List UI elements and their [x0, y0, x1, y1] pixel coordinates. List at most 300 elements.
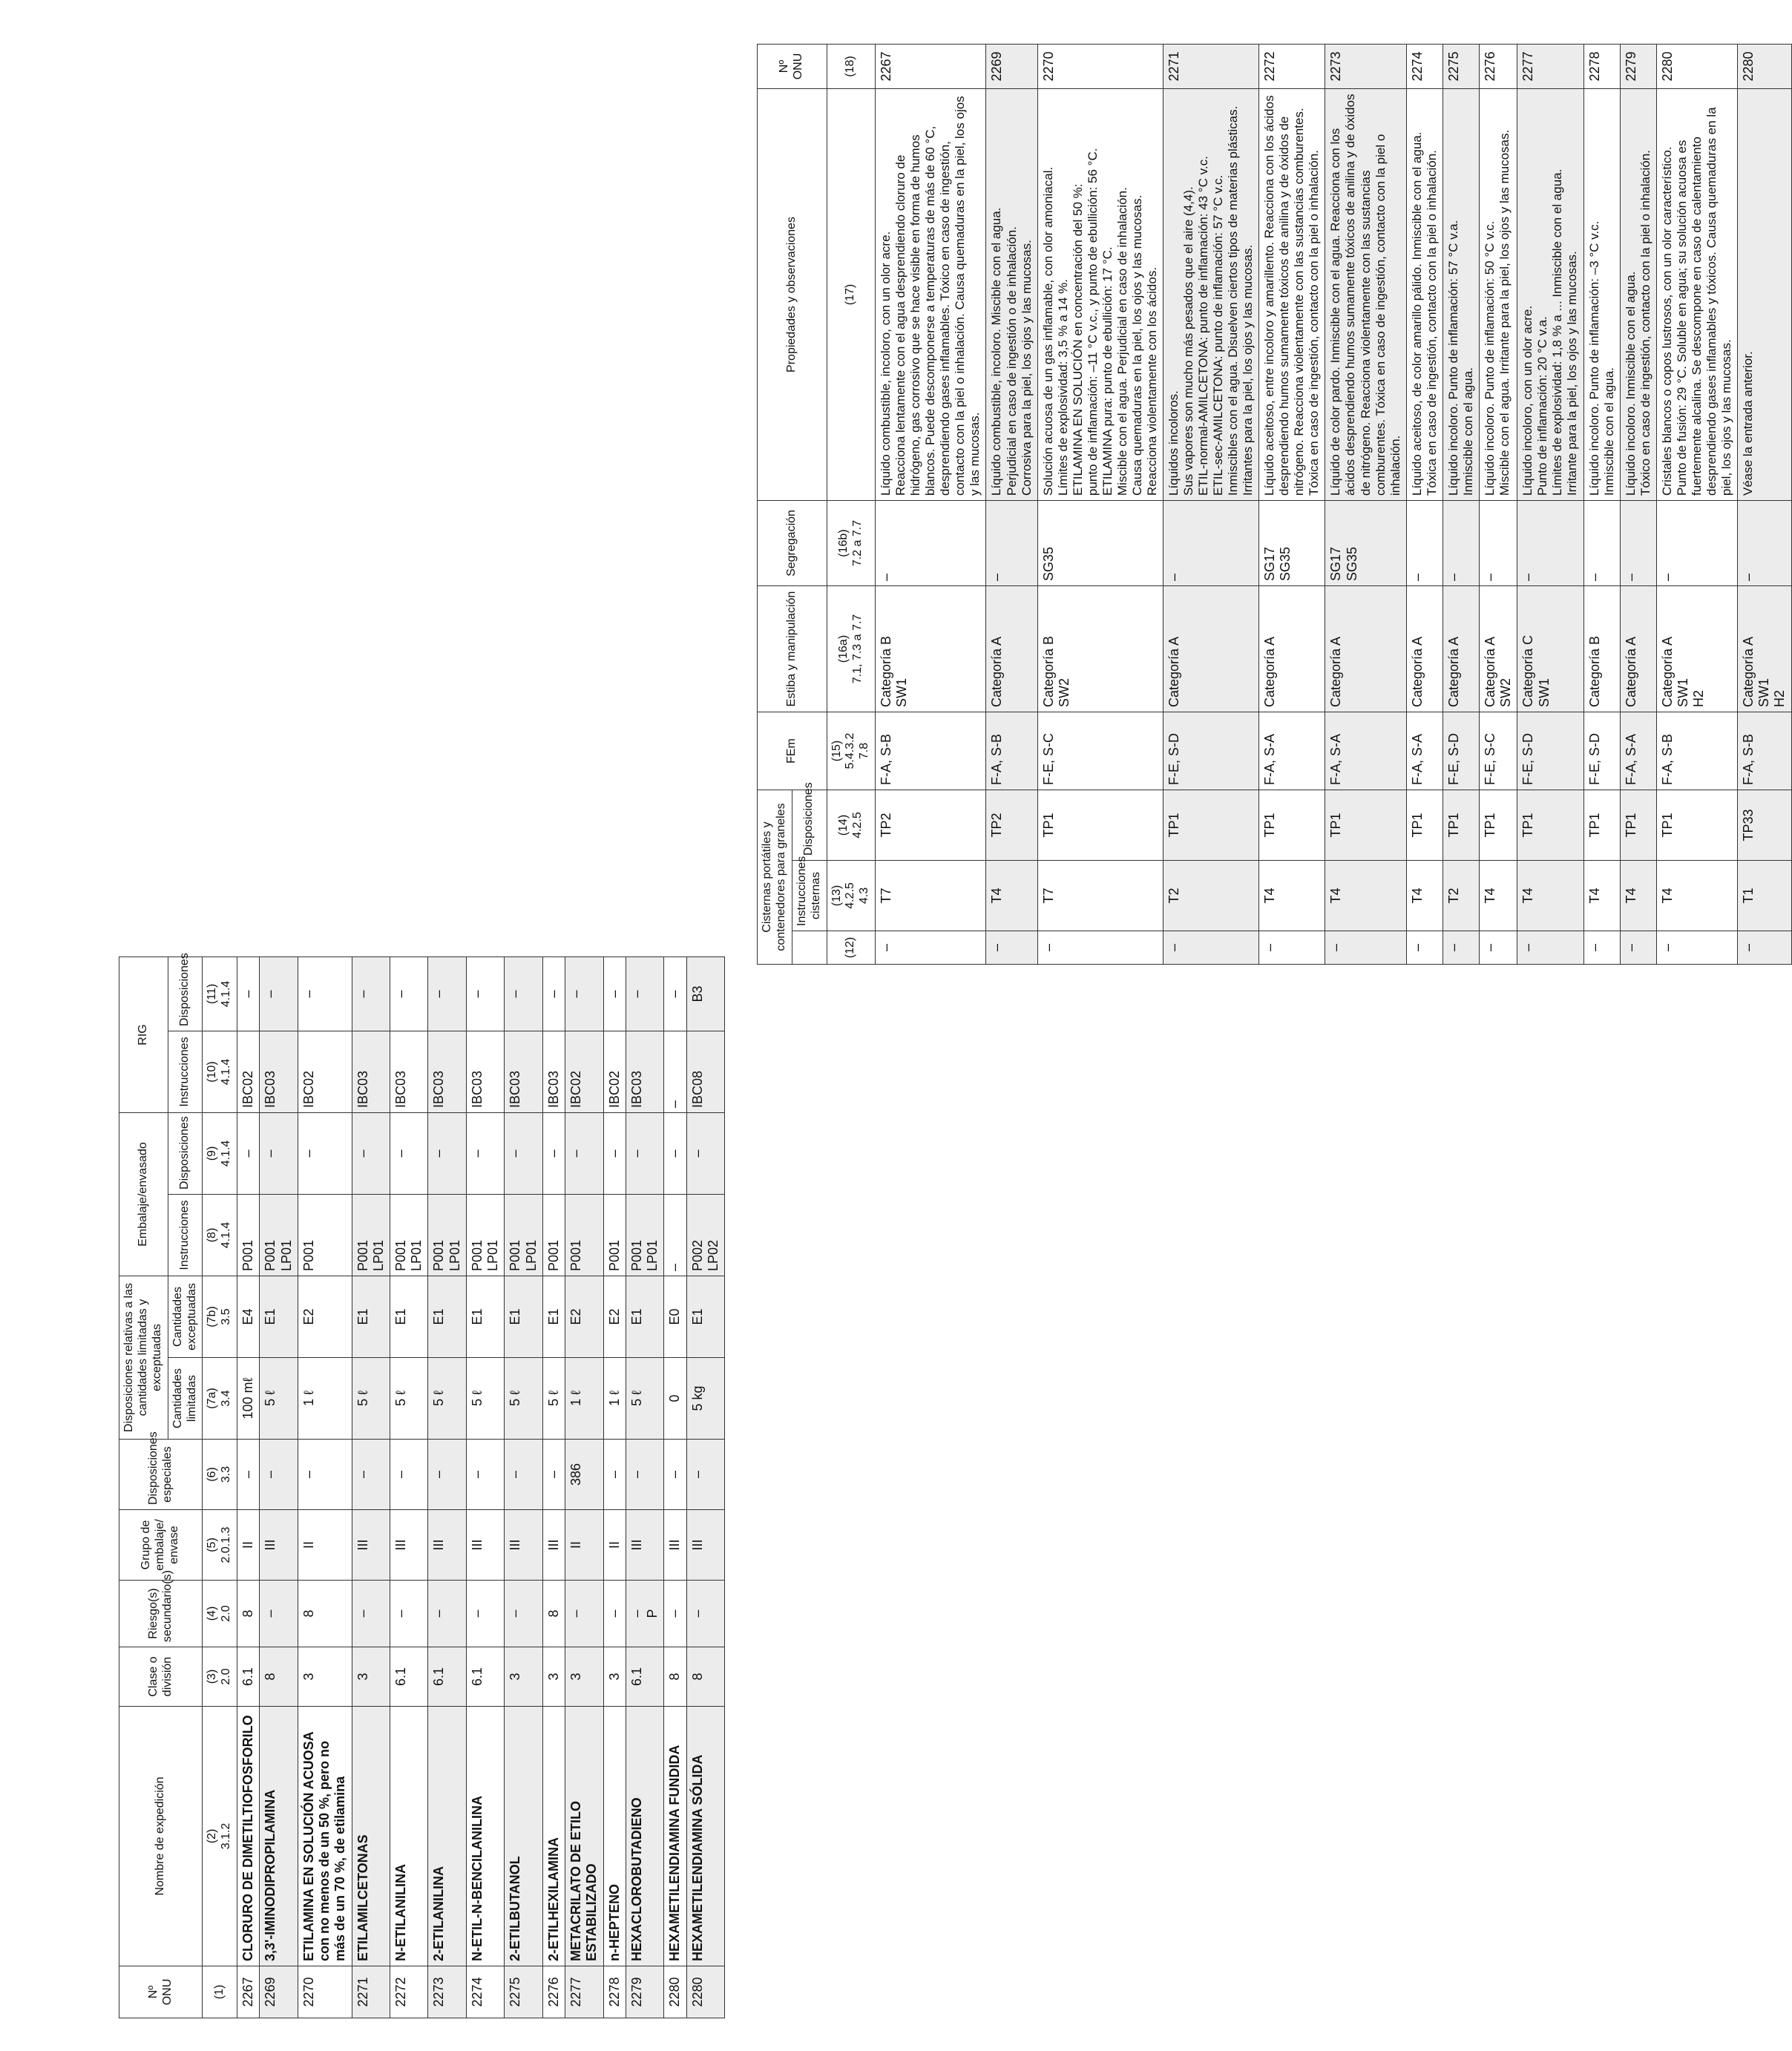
col-header-stow: Estiba y manipulación	[758, 586, 827, 712]
cell-sp: –	[352, 1440, 390, 1510]
cell-ti: T4	[1259, 861, 1325, 931]
col-num-4: (4) 2.0	[203, 1581, 237, 1647]
cell-risk: –	[466, 1581, 504, 1647]
cell-lq: 1 ℓ	[603, 1358, 626, 1440]
cell-obs: Líquido incoloro. Punto de inflamación: 50 °C v.c. Miscible con el agua. Irritante para la piel, los ojos y las mucosas.	[1479, 89, 1517, 501]
cell-un: 2272	[390, 1966, 428, 2018]
cell-seg: SG35	[1037, 501, 1163, 586]
cell-fem: F-A, S-B	[1656, 712, 1737, 790]
col-header-fem: FEm	[758, 712, 827, 790]
cell-sp: –	[260, 1440, 298, 1510]
col-header-ti: Instrucciones cisternas	[792, 861, 827, 931]
cell-pp: –	[428, 1112, 466, 1194]
cell-pi: P001	[565, 1194, 603, 1276]
cell-name: N-ETIL-N-BENCILANILINA	[466, 1707, 504, 1966]
cell-stow: Categoría A	[1443, 586, 1479, 712]
cell-cls: 3	[352, 1647, 390, 1707]
cell-un: 2274	[466, 1966, 504, 2018]
table-row	[1583, 45, 1620, 965]
cell-name: 3,3'-IMINODIPROPILAMINA	[260, 1707, 298, 1966]
cell-obs: Líquido combustible, incoloro. Miscible con el agua. Perjudicial en caso de ingestión o de inhalación. Corrosiva para la piel, los ojos y las mucosas.	[986, 89, 1037, 501]
cell-tp: TP1	[1259, 790, 1325, 861]
cell-seg: –	[1406, 501, 1443, 586]
cell-stow: Categoría C SW1	[1517, 586, 1583, 712]
col-header-pg: Grupo de embalaje/ envase	[119, 1510, 203, 1581]
left-table-block	[119, 953, 1328, 2018]
cell-seg: SG17 SG35	[1325, 501, 1406, 586]
cell-un: 2280	[686, 1966, 724, 2018]
cell-un: 2275	[1443, 45, 1479, 89]
cell-ti: T4	[1656, 861, 1737, 931]
cell-seg: –	[1443, 501, 1479, 586]
cell-tp: TP1	[1163, 790, 1258, 861]
cell-pg: II	[298, 1510, 352, 1581]
cell-risk: –	[664, 1581, 686, 1647]
cell-stow: Categoría B	[1583, 586, 1620, 712]
col-header-ibci: Instrucciones	[168, 1031, 203, 1112]
cell-c12: –	[1259, 931, 1325, 965]
cell-ibci: IBC03	[505, 1031, 542, 1112]
cell-ibci: IBC03	[466, 1031, 504, 1112]
cell-pi: P001	[542, 1194, 565, 1276]
cell-sp: –	[542, 1440, 565, 1510]
cell-pg: III	[390, 1510, 428, 1581]
cell-un: 2271	[352, 1966, 390, 2018]
cell-ibci: IBC03	[626, 1031, 663, 1112]
cell-c12: –	[1620, 931, 1656, 965]
table-row	[1620, 45, 1656, 965]
table-row	[1406, 45, 1443, 965]
cell-pp: –	[298, 1112, 352, 1194]
col-header-risk: Riesgo(s) secundario(s)	[119, 1581, 203, 1647]
cell-pp: –	[260, 1112, 298, 1194]
cell-tp: TP2	[876, 790, 986, 861]
cell-stow: Categoría A SW2	[1479, 586, 1517, 712]
cell-cls: 6.1	[466, 1647, 504, 1707]
col-header-eq: Cantidades exceptuadas	[168, 1276, 203, 1357]
col-header-pp: Disposiciones	[168, 1112, 203, 1194]
cell-pp: –	[505, 1112, 542, 1194]
cell-tp: TP1	[1037, 790, 1163, 861]
cell-c12: –	[1037, 931, 1163, 965]
cell-tp: TP1	[1583, 790, 1620, 861]
cell-c12: –	[1517, 931, 1583, 965]
col-header-un: Nº ONU	[119, 1966, 203, 2018]
cell-eq: E2	[565, 1276, 603, 1357]
cell-fem: F-E, S-C	[1037, 712, 1163, 790]
cell-ibci: IBC03	[542, 1031, 565, 1112]
table-row	[603, 956, 626, 2018]
cell-un: 2273	[1325, 45, 1406, 89]
cell-lq: 5 ℓ	[390, 1358, 428, 1440]
cell-ibcp: –	[565, 956, 603, 1031]
cell-sp: –	[626, 1440, 663, 1510]
table-row	[1517, 45, 1583, 965]
table-row	[466, 956, 504, 2018]
col-header-obs: Propiedades y observaciones	[758, 89, 827, 501]
table-row	[390, 956, 428, 2018]
col-header-ibcp: Disposiciones	[168, 956, 203, 1031]
cell-name: N-ETILANILINA	[390, 1707, 428, 1966]
cell-ti: T4	[986, 861, 1037, 931]
cell-ibcp: –	[542, 956, 565, 1031]
col-num-7b: (7b) 3.5	[203, 1276, 237, 1357]
cell-pi: P001	[298, 1194, 352, 1276]
cell-cls: 6.1	[237, 1647, 260, 1707]
col-num-2: (2) 3.1.2	[203, 1707, 237, 1966]
cell-lq: 5 ℓ	[626, 1358, 663, 1440]
table-row	[876, 45, 986, 965]
col-header-un-right: Nº ONU	[758, 45, 827, 89]
col-num-15: (15) 5.4.3.2 7.8	[827, 712, 876, 790]
cell-un: 2267	[237, 1966, 260, 2018]
cell-pp: –	[686, 1112, 724, 1194]
cell-sp: –	[686, 1440, 724, 1510]
cell-fem: F-A, S-B	[1737, 712, 1791, 790]
cell-un: 2271	[1163, 45, 1258, 89]
cell-name: HEXACLOROBUTADIENO	[626, 1707, 663, 1966]
table-row	[352, 956, 390, 2018]
cell-lq: 5 kg	[686, 1358, 724, 1440]
cell-ti: T7	[1037, 861, 1163, 931]
col-num-1: (1)	[203, 1966, 237, 2018]
cell-stow: Categoría A	[986, 586, 1037, 712]
cell-fem: F-A, S-A	[1620, 712, 1656, 790]
cell-ti: T7	[876, 861, 986, 931]
cell-un: 2279	[1620, 45, 1656, 89]
cell-c12: –	[1325, 931, 1406, 965]
table-row	[505, 956, 542, 2018]
cell-c12: –	[1656, 931, 1737, 965]
cell-fem: F-E, S-C	[1479, 712, 1517, 790]
cell-name: 2-ETILBUTANOL	[505, 1707, 542, 1966]
table-row	[626, 956, 663, 2018]
cell-stow: Categoría A	[1163, 586, 1258, 712]
col-header-12	[792, 931, 827, 965]
cell-risk: –	[505, 1581, 542, 1647]
cell-pi: P001	[603, 1194, 626, 1276]
cell-pg: III	[542, 1510, 565, 1581]
cell-pg: III	[505, 1510, 542, 1581]
col-header-tp: Disposiciones	[792, 790, 827, 861]
cell-pp: –	[352, 1112, 390, 1194]
cell-ibci: –	[664, 1031, 686, 1112]
cell-c12: –	[1479, 931, 1517, 965]
cell-un: 2277	[1517, 45, 1583, 89]
cell-pg: III	[428, 1510, 466, 1581]
cell-eq: E1	[686, 1276, 724, 1357]
cell-cls: 3	[298, 1647, 352, 1707]
cell-obs: Líquido incoloro. Punto de inflamación: –3 °C v.c. Inmiscible con el agua.	[1583, 89, 1620, 501]
col-header-pack-group: Embalaje/envasado	[119, 1112, 168, 1276]
cell-ibcp: –	[298, 956, 352, 1031]
col-header-lq-group: Disposiciones relativas a las cantidades limitadas y exceptuadas	[119, 1276, 168, 1439]
table-row	[260, 956, 298, 2018]
cell-un: 2279	[626, 1966, 663, 2018]
table-row	[428, 956, 466, 2018]
cell-ibci: IBC08	[686, 1031, 724, 1112]
cell-pi: P001 LP01	[466, 1194, 504, 1276]
cell-un: 2276	[542, 1966, 565, 2018]
cell-obs: Líquido incoloro, con un olor acre. Punto de inflamación: 20 °C v.a. Límites de explosividad: 1,8 % a ... Inmiscible con el agua. Irritante para la piel, los ojos y las mucosas.	[1517, 89, 1583, 501]
table-row	[542, 956, 565, 2018]
cell-obs: Líquido aceitoso, de color amarillo pálido. Inmiscible con el agua. Tóxica en caso de ingestión, contacto con la piel o inhalación.	[1406, 89, 1443, 501]
cell-tp: TP1	[1325, 790, 1406, 861]
col-num-16a: (16a) 7.1, 7.3 a 7.7	[827, 586, 876, 712]
cell-risk: –	[603, 1581, 626, 1647]
cell-eq: E1	[352, 1276, 390, 1357]
cell-ibcp: –	[352, 956, 390, 1031]
cell-obs: Líquido aceitoso, entre incoloro y amarillento. Reacciona con los ácidos desprendiendo humos sumamente tóxicos de anilina y de óxidos de nitrógeno. Reacciona violentamente con las sustancias comburentes. Tóxica en caso de ingestión, contacto con la piel o inhalación.	[1259, 89, 1325, 501]
cell-eq: E4	[237, 1276, 260, 1357]
table-row	[664, 956, 686, 2018]
cell-c12: –	[1737, 931, 1791, 965]
cell-name: 2-ETILANILINA	[428, 1707, 466, 1966]
cell-ibci: IBC02	[237, 1031, 260, 1112]
cell-tp: TP1	[1406, 790, 1443, 861]
cell-tp: TP1	[1443, 790, 1479, 861]
cell-pg: II	[603, 1510, 626, 1581]
col-num-17: (17)	[827, 89, 876, 501]
cell-cls: 8	[664, 1647, 686, 1707]
cell-ti: T2	[1443, 861, 1479, 931]
cell-seg: –	[1163, 501, 1258, 586]
cell-lq: 1 ℓ	[565, 1358, 603, 1440]
cell-sp: –	[505, 1440, 542, 1510]
col-header-name: Nombre de expedición	[119, 1707, 203, 1966]
cell-tp: TP33	[1737, 790, 1791, 861]
cell-un: 2269	[260, 1966, 298, 2018]
cell-ibci: IBC02	[603, 1031, 626, 1112]
cell-sp: –	[466, 1440, 504, 1510]
cell-c12: –	[986, 931, 1037, 965]
table-row	[298, 956, 352, 2018]
cell-ti: T4	[1406, 861, 1443, 931]
cell-ibcp: B3	[686, 956, 724, 1031]
cell-un: 2276	[1479, 45, 1517, 89]
cell-pp: –	[237, 1112, 260, 1194]
cell-obs: Solución acuosa de un gas inflamable, con olor amoniacal. Límites de explosividad: 3,5 % a 14 %. ETILAMINA EN SOLUCIÓN en concentración del 50 %: punto de inflamación: –11 °C v.c., y punto de ebullición: 56 °C. ETILAMINA pura: punto de ebullición: 17 °C. Miscible con el agua. Perjudicial en caso de inhalación. Causa quemaduras en la piel, los ojos y las mucosas. Reacciona violentamente con los ácidos.	[1037, 89, 1163, 501]
cell-tp: TP1	[1479, 790, 1517, 861]
cell-eq: E1	[466, 1276, 504, 1357]
cell-ti: T4	[1517, 861, 1583, 931]
cell-seg: –	[1737, 501, 1791, 586]
cell-fem: F-A, S-B	[876, 712, 986, 790]
cell-fem: F-E, S-D	[1517, 712, 1583, 790]
cell-risk: – P	[626, 1581, 663, 1647]
cell-un: 2277	[565, 1966, 603, 2018]
cell-un: 2280	[1737, 45, 1791, 89]
cell-eq: E0	[664, 1276, 686, 1357]
col-header-ibc-group: RIG	[119, 956, 168, 1112]
cell-pg: III	[664, 1510, 686, 1581]
cell-cls: 3	[542, 1647, 565, 1707]
cell-fem: F-E, S-D	[1443, 712, 1479, 790]
cell-obs: Líquidos incoloros. Sus vapores son mucho más pesados que el aire (4,4). ETIL-normal-AMILCETONA: punto de inflamación: 43 °C v.c. ETIL-sec-AMILCETONA: punto de inflamación: 57 °C v.c. Inmiscibles con el agua. Disuelven ciertos tipos de materias plásticas. Irritantes para la piel, los ojos y las mucosas.	[1163, 89, 1258, 501]
cell-pg: III	[260, 1510, 298, 1581]
cell-ibcp: –	[505, 956, 542, 1031]
col-num-11: (11) 4.1.4	[203, 956, 237, 1031]
cell-un: 2270	[298, 1966, 352, 2018]
cell-un: 2275	[505, 1966, 542, 2018]
cell-pi: –	[664, 1194, 686, 1276]
cell-lq: 0	[664, 1358, 686, 1440]
cell-risk: 8	[298, 1581, 352, 1647]
cell-name: CLORURO DE DIMETILTIOFOSFORILO	[237, 1707, 260, 1966]
cell-un: 2274	[1406, 45, 1443, 89]
cell-pg: III	[352, 1510, 390, 1581]
cell-sp: –	[428, 1440, 466, 1510]
cell-eq: E1	[505, 1276, 542, 1357]
cell-pi: P001 LP01	[352, 1194, 390, 1276]
cell-ibci: IBC03	[260, 1031, 298, 1112]
cell-cls: 8	[260, 1647, 298, 1707]
cell-cls: 8	[686, 1647, 724, 1707]
table-row	[237, 956, 260, 2018]
cell-pi: P001 LP01	[390, 1194, 428, 1276]
cell-risk: –	[390, 1581, 428, 1647]
cell-fem: F-A, S-A	[1406, 712, 1443, 790]
cell-lq: 5 ℓ	[505, 1358, 542, 1440]
cell-stow: Categoría A	[1406, 586, 1443, 712]
cell-ibci: IBC02	[298, 1031, 352, 1112]
cell-ibcp: –	[237, 956, 260, 1031]
cell-ti: T4	[1479, 861, 1517, 931]
table-row	[1737, 45, 1791, 965]
cell-seg: –	[1620, 501, 1656, 586]
cell-risk: 8	[237, 1581, 260, 1647]
cell-name: HEXAMETILENDIAMINA SÓLIDA	[686, 1707, 724, 1966]
cell-risk: –	[260, 1581, 298, 1647]
cell-pp: –	[603, 1112, 626, 1194]
cell-seg: –	[1583, 501, 1620, 586]
col-num-10: (10) 4.1.4	[203, 1031, 237, 1112]
cell-sp: –	[298, 1440, 352, 1510]
cell-ibci: IBC02	[565, 1031, 603, 1112]
cell-un: 2272	[1259, 45, 1325, 89]
cell-un: 2267	[876, 45, 986, 89]
cell-sp: 386	[565, 1440, 603, 1510]
goods-table-right	[757, 44, 1792, 965]
col-num-12: (12)	[827, 931, 876, 965]
col-header-pi: Instrucciones	[168, 1194, 203, 1276]
cell-eq: E1	[626, 1276, 663, 1357]
cell-tp: TP1	[1656, 790, 1737, 861]
cell-obs: Líquido incoloro. Punto de inflamación: 57 °C v.a. Inmiscible con el agua.	[1443, 89, 1479, 501]
cell-stow: Categoría A	[1325, 586, 1406, 712]
table-row	[1163, 45, 1258, 965]
cell-pp: –	[390, 1112, 428, 1194]
cell-risk: –	[352, 1581, 390, 1647]
cell-name: HEXAMETILENDIAMINA FUNDIDA	[664, 1707, 686, 1966]
cell-name: n-HEPTENO	[603, 1707, 626, 1966]
cell-cls: 3	[505, 1647, 542, 1707]
table-row	[686, 956, 724, 2018]
cell-stow: Categoría A SW1 H2	[1656, 586, 1737, 712]
cell-ti: T1	[1737, 861, 1791, 931]
col-num-16b: (16b) 7.2 a 7.7	[827, 501, 876, 586]
col-num-14: (14) 4.2.5	[827, 790, 876, 861]
cell-pi: P001 LP01	[505, 1194, 542, 1276]
cell-sp: –	[237, 1440, 260, 1510]
col-header-lq: Cantidades limitadas	[168, 1358, 203, 1440]
cell-pg: III	[686, 1510, 724, 1581]
cell-tp: TP1	[1620, 790, 1656, 861]
cell-fem: F-A, S-A	[1259, 712, 1325, 790]
cell-ti: T4	[1620, 861, 1656, 931]
table-body-right	[876, 45, 1792, 965]
cell-stow: Categoría A SW1 H2	[1737, 586, 1791, 712]
cell-pp: –	[565, 1112, 603, 1194]
table-body-left	[237, 956, 725, 2018]
col-num-13: (13) 4.2.5 4.3	[827, 861, 876, 931]
cell-pg: II	[237, 1510, 260, 1581]
cell-lq: 5 ℓ	[466, 1358, 504, 1440]
cell-risk: –	[428, 1581, 466, 1647]
cell-cls: 3	[565, 1647, 603, 1707]
cell-fem: F-E, S-D	[1583, 712, 1620, 790]
cell-lq: 5 ℓ	[352, 1358, 390, 1440]
col-header-class: Clase o división	[119, 1647, 203, 1707]
cell-seg: –	[876, 501, 986, 586]
cell-c12: –	[1583, 931, 1620, 965]
cell-fem: F-A, S-A	[1325, 712, 1406, 790]
col-num-8: (8) 4.1.4	[203, 1194, 237, 1276]
col-num-9: (9) 4.1.4	[203, 1112, 237, 1194]
cell-sp: –	[664, 1440, 686, 1510]
cell-name: ETILAMINA EN SOLUCIÓN ACUOSA con no menos de un 50 %, pero no más de un 70 %, de etilamina	[298, 1707, 352, 1966]
cell-risk: –	[686, 1581, 724, 1647]
table-row	[986, 45, 1037, 965]
cell-lq: 5 ℓ	[542, 1358, 565, 1440]
cell-ibcp: –	[390, 956, 428, 1031]
cell-name: ETILAMILCETONAS	[352, 1707, 390, 1966]
cell-lq: 5 ℓ	[260, 1358, 298, 1440]
cell-eq: E2	[298, 1276, 352, 1357]
cell-fem: F-A, S-B	[986, 712, 1037, 790]
cell-cls: 6.1	[626, 1647, 663, 1707]
cell-cls: 6.1	[428, 1647, 466, 1707]
cell-c12: –	[1163, 931, 1258, 965]
cell-ti: T4	[1583, 861, 1620, 931]
cell-un: 2273	[428, 1966, 466, 2018]
cell-risk: 8	[542, 1581, 565, 1647]
table-row	[1259, 45, 1325, 965]
cell-pg: II	[565, 1510, 603, 1581]
cell-pi: P001 LP01	[428, 1194, 466, 1276]
cell-stow: Categoría B SW1	[876, 586, 986, 712]
right-table-block	[757, 45, 1788, 965]
cell-ibci: IBC03	[390, 1031, 428, 1112]
col-num-18: (18)	[827, 45, 876, 89]
cell-seg: –	[1517, 501, 1583, 586]
col-num-7a: (7a) 3.4	[203, 1358, 237, 1440]
cell-pp: –	[664, 1112, 686, 1194]
cell-sp: –	[603, 1440, 626, 1510]
cell-tp: TP2	[986, 790, 1037, 861]
cell-c12: –	[1443, 931, 1479, 965]
cell-stow: Categoría A	[1259, 586, 1325, 712]
cell-un: 2280	[1656, 45, 1737, 89]
cell-sp: –	[390, 1440, 428, 1510]
cell-un: 2278	[1583, 45, 1620, 89]
cell-seg: –	[1479, 501, 1517, 586]
cell-ibci: IBC03	[428, 1031, 466, 1112]
col-header-tank-group: Cisternas portátiles y contenedores para graneles	[758, 790, 792, 965]
table-row	[1656, 45, 1737, 965]
cell-pp: –	[466, 1112, 504, 1194]
cell-ibcp: –	[428, 956, 466, 1031]
